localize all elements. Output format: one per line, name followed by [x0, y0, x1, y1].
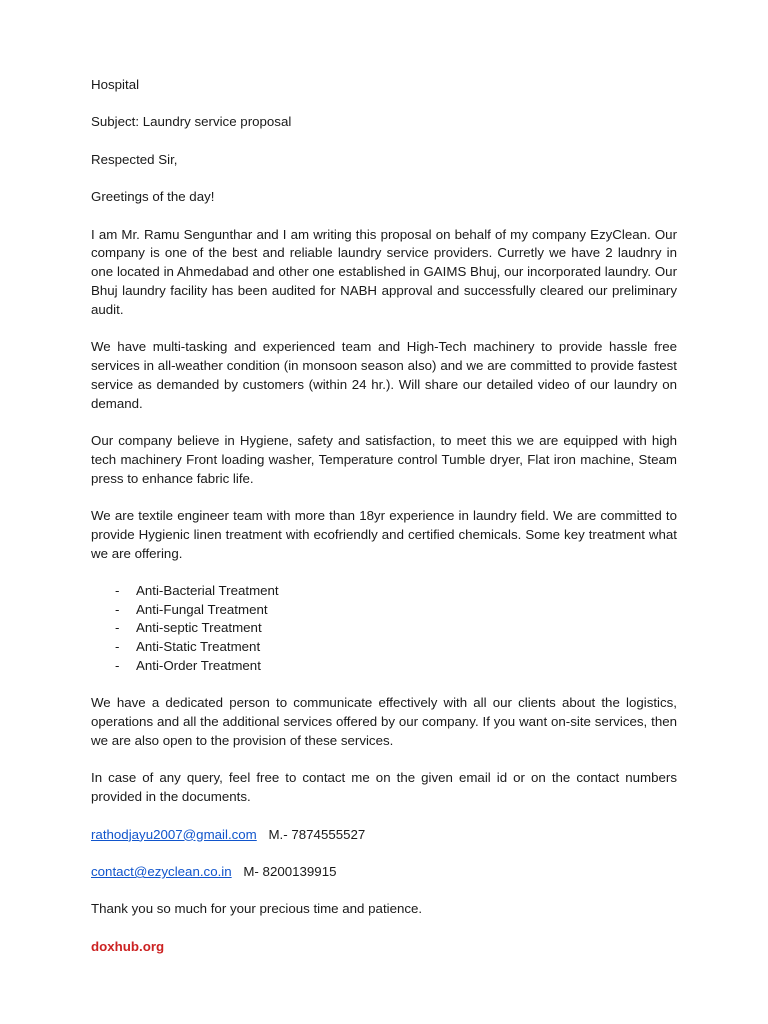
list-item	[91, 601, 677, 620]
intro-paragraph: I am Mr. Ramu Sengunthar and I am writing this proposal on behalf of my company EzyClean. Our company is one of the best and reliable laundry service providers. Curretly we have 2 laudnry in one located in Ahmedabad and other one established in GAIMS Bhuj, our incorporated laundry. Our Bhuj laundry facility has been audited for NABH approval and successfully cleared our preliminary audit.	[91, 226, 677, 317]
watermark-text: doxhub.org	[91, 938, 165, 954]
phone-secondary: M- 8200139915	[243, 864, 337, 880]
list-item	[91, 619, 677, 638]
salutation-line: Respected Sir,	[91, 151, 178, 167]
greeting-line: Greetings of the day!	[91, 189, 215, 205]
hygiene-paragraph: Our company believe in Hygiene, safety and satisfaction, to meet this we are equipped with high tech machinery Front loading washer, Temperature control Tumble dryer, Flat iron machine, Steam press to enhance fabric life.	[91, 432, 677, 486]
treatment-label: Anti-septic Treatment	[136, 620, 262, 636]
bullet-dash: -	[115, 658, 120, 674]
email-link-primary[interactable]: rathodjayu2007@gmail.com	[91, 826, 257, 842]
treatment-label: Anti-Order Treatment	[136, 658, 261, 674]
list-item	[91, 657, 677, 676]
closing-line: Thank you so much for your precious time and patience.	[91, 901, 423, 917]
treatment-label: Anti-Static Treatment	[136, 639, 261, 655]
list-item	[91, 582, 677, 601]
bullet-dash: -	[115, 620, 120, 636]
contact-line-primary	[91, 826, 677, 845]
contact-line-secondary	[91, 863, 677, 882]
treatment-label: Anti-Bacterial Treatment	[136, 582, 279, 598]
list-item	[91, 638, 677, 657]
communication-paragraph: We have a dedicated person to communicate effectively with all our clients about the logistics, operations and all the additional services offered by our company. If you want on-site services, then we are also open to the provision of these services.	[91, 695, 677, 749]
treatment-list	[91, 582, 677, 676]
letter-page	[91, 76, 677, 957]
treatment-label: Anti-Fungal Treatment	[136, 601, 268, 617]
bullet-dash: -	[115, 639, 120, 655]
team-paragraph: We have multi-tasking and experienced team and High-Tech machinery to provide hassle free services in all-weather condition (in monsoon season also) and we are committed to provide fastest service as demanded by customers (within 24 hr.). Will share our detailed video of our laundry on demand.	[91, 339, 677, 411]
query-paragraph: In case of any query, feel free to contact me on the given email id or on the contact numbers provided in the documents.	[91, 770, 677, 805]
bullet-dash: -	[115, 601, 120, 617]
phone-primary: M.- 7874555527	[268, 826, 366, 842]
experience-paragraph: We are textile engineer team with more than 18yr experience in laundry field. We are committed to provide Hygienic linen treatment with ecofriendly and certified chemicals. Some key treatment what we are offering.	[91, 507, 677, 561]
bullet-dash: -	[115, 582, 120, 598]
email-link-secondary[interactable]: contact@ezyclean.co.in	[91, 864, 232, 880]
recipient-line: Hospital	[91, 77, 140, 92]
subject-line: Subject: Laundry service proposal	[91, 114, 292, 130]
